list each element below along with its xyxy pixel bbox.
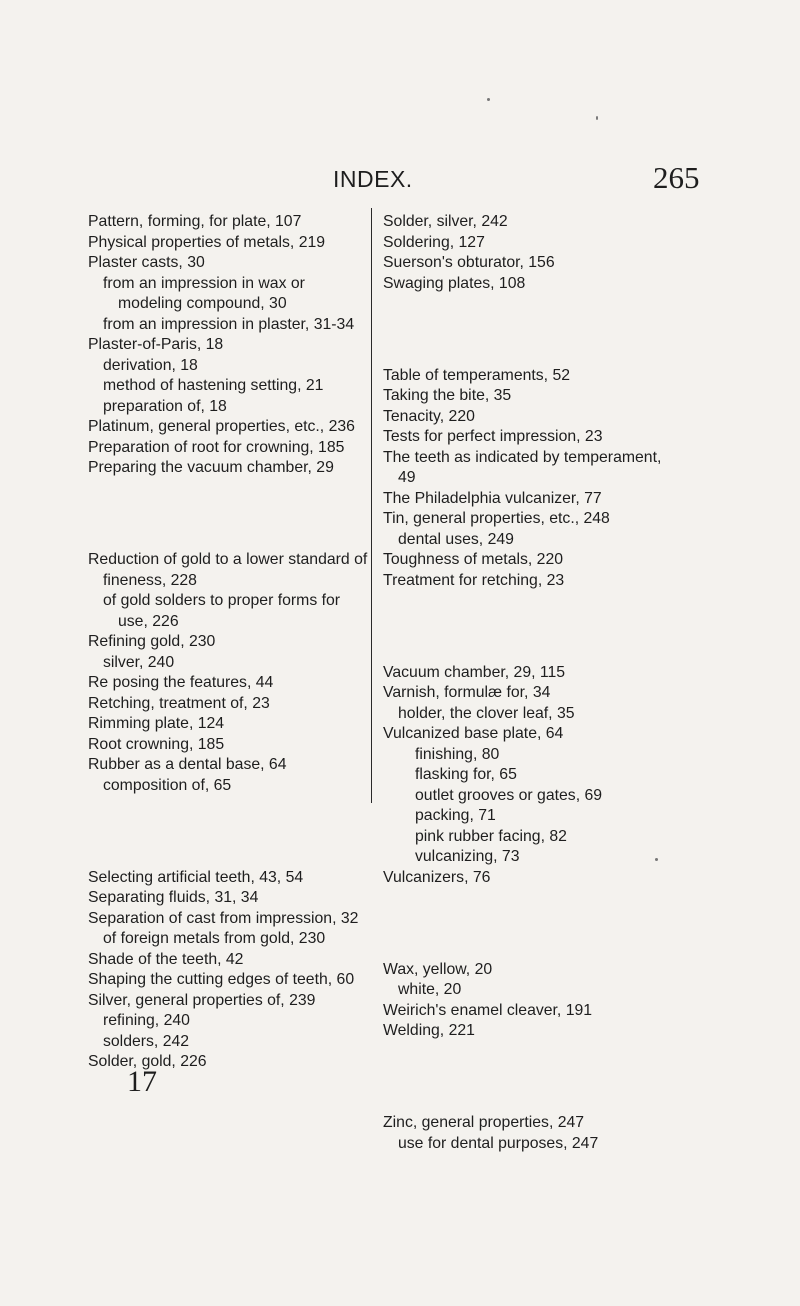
paper-speck (596, 116, 598, 120)
index-subentry: outlet grooves or gates, 69 (415, 786, 603, 804)
index-entry: Solder, silver, 242 (383, 213, 508, 230)
index-subentry: derivation, 18 (103, 356, 198, 374)
index-entry: Pattern, forming, for plate, 107 (88, 213, 302, 230)
index-subentry: from an impression in plaster, 31-34 (103, 315, 355, 333)
index-entry: The Philadelphia vulcanizer, 77 (383, 489, 602, 507)
index-column-left (88, 212, 368, 1073)
index-entry: Wax, yellow, 20 (383, 960, 493, 978)
index-entry: Refining gold, 230 (88, 633, 216, 651)
section-gap (383, 1058, 683, 1098)
index-entry: Separation of cast from impression, 32 (88, 909, 359, 927)
paper-speck (487, 98, 490, 101)
index-entry: Separating fluids, 31, 34 (88, 889, 259, 907)
index-entry: Platinum, general properties, etc., 236 (88, 418, 355, 435)
index-subentry: solders, 242 (103, 1032, 190, 1050)
index-subentry: from an impression in wax or modeling compound, 30 (103, 274, 305, 312)
index-subentry: of gold solders to proper forms for use, 226 (103, 592, 341, 630)
index-entry: Plaster casts, 30 (88, 254, 205, 271)
index-entry: Taking the bite, 35 (383, 387, 512, 405)
index-entry: Physical properties of metals, 219 (88, 233, 326, 251)
index-entry: Rimming plate, 124 (88, 715, 225, 733)
index-entry: Rubber as a dental base, 64 (88, 756, 287, 774)
index-subentry: white, 20 (398, 981, 462, 999)
paper-speck (655, 858, 658, 861)
index-entry: Toughness of metals, 220 (383, 551, 564, 569)
index-subentry: use for dental purposes, 247 (398, 1134, 599, 1152)
index-entry: Tenacity, 220 (383, 407, 475, 425)
index-subentry: of foreign metals from gold, 230 (103, 930, 326, 948)
index-subentry: preparation of, 18 (103, 397, 227, 415)
index-entry: Selecting artificial teeth, 43, 54 (88, 868, 304, 886)
index-entry: Solder, gold, 226 (88, 1053, 207, 1071)
index-subentry: vulcanizing, 73 (415, 848, 520, 866)
index-entry: Preparing the vacuum chamber, 29 (88, 459, 334, 476)
index-entry: Shade of the teeth, 42 (88, 950, 244, 968)
index-subentry: silver, 240 (103, 653, 175, 671)
page-number: 265 (653, 160, 700, 195)
index-entry: Welding, 221 (383, 1022, 475, 1040)
column-rule (371, 208, 372, 803)
index-subentry: composition of, 65 (103, 776, 232, 794)
section-gap (383, 904, 683, 944)
index-entry: Tin, general properties, etc., 248 (383, 510, 610, 528)
index-subentry: packing, 71 (415, 807, 496, 825)
index-subentry: finishing, 80 (415, 745, 500, 763)
index-entry: Tests for perfect impression, 23 (383, 428, 603, 446)
index-entry: Varnish, formulæ for, 34 (383, 684, 551, 702)
index-subentry: refining, 240 (103, 1012, 190, 1030)
index-entry: Retching, treatment of, 23 (88, 694, 270, 712)
index-entry: Root crowning, 185 (88, 735, 225, 753)
index-subentry: pink rubber facing, 82 (415, 827, 567, 845)
section-gap (383, 607, 683, 647)
index-entry: Reduction of gold to a lower standard of fineness, 228 (88, 551, 368, 589)
section-gap (383, 310, 683, 350)
index-entry: Preparation of root for crowning, 185 (88, 438, 345, 456)
index-entry: Swaging plates, 108 (383, 274, 526, 292)
index-subentry: method of hastening setting, 21 (103, 377, 324, 394)
index-entry: Suerson's obturator, 156 (383, 254, 555, 271)
index-entry: Weirich's enamel cleaver, 191 (383, 1001, 593, 1019)
index-entry: The teeth as indicated by temperament, 49 (383, 448, 662, 487)
index-entry: Plaster-of-Paris, 18 (88, 336, 224, 353)
index-entry: Zinc, general properties, 247 (383, 1114, 585, 1132)
index-entry: Treatment for retching, 23 (383, 571, 565, 589)
section-gap (88, 494, 368, 534)
index-entry: Table of temperaments, 52 (383, 366, 571, 384)
running-title: INDEX. (333, 166, 413, 192)
index-entry: Re posing the features, 44 (88, 674, 274, 692)
index-subentry: flasking for, 65 (415, 766, 517, 784)
index-entry: Vacuum chamber, 29, 115 (383, 663, 566, 681)
section-gap (88, 812, 368, 852)
index-entry: Shaping the cutting edges of teeth, 60 (88, 971, 355, 989)
index-entry: Vulcanized base plate, 64 (383, 725, 564, 743)
index-subentry: holder, the clover leaf, 35 (398, 704, 575, 722)
index-entry: Silver, general properties of, 239 (88, 991, 316, 1009)
index-entry: Vulcanizers, 76 (383, 868, 491, 886)
index-column-right (383, 212, 683, 1154)
index-subentry: dental uses, 249 (398, 530, 514, 548)
index-entry: Soldering, 127 (383, 233, 485, 251)
signature-mark: 17 (127, 1065, 157, 1098)
